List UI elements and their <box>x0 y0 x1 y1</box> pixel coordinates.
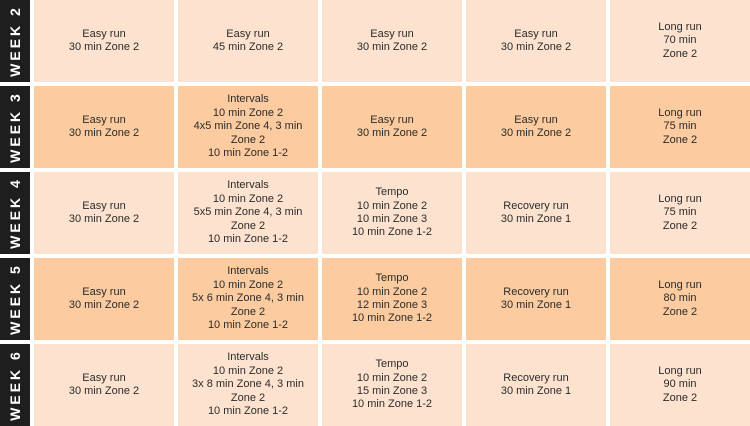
week-label-text: WEEK 4 <box>7 177 23 249</box>
workout-line: 10 min Zone 1-2 <box>351 398 433 411</box>
workout-line: Easy run <box>370 27 414 40</box>
workout-text <box>69 114 139 141</box>
workout-cell <box>178 86 318 168</box>
workout-cell <box>322 86 462 168</box>
workout-text <box>213 28 283 55</box>
workout-line: Intervals <box>227 93 269 106</box>
workout-line: 10 min Zone 1-2 <box>207 319 289 332</box>
workout-text <box>357 28 427 55</box>
workout-line: 10 min Zone 2 <box>212 192 284 205</box>
workout-text <box>501 372 571 399</box>
workout-text <box>69 28 139 55</box>
week-label-text: WEEK 5 <box>7 263 23 335</box>
week-label <box>0 344 30 426</box>
workout-cell <box>466 86 606 168</box>
workout-text <box>194 179 303 246</box>
workout-text <box>501 114 571 141</box>
workout-cell <box>34 172 174 254</box>
workout-text <box>352 272 432 326</box>
workout-cell <box>322 0 462 82</box>
workout-line: 30 min Zone 2 <box>356 41 428 53</box>
workout-line: 10 min Zone 2 <box>212 364 284 377</box>
workout-line: Zone 2 <box>662 133 698 146</box>
workout-line: Long run <box>658 192 702 205</box>
workout-line: 15 min Zone 3 <box>356 385 428 397</box>
workout-text <box>69 286 139 313</box>
workout-line: Easy run <box>370 113 414 126</box>
workout-line: 30 min Zone 2 <box>356 127 428 139</box>
workout-line: 30 min Zone 1 <box>500 213 572 225</box>
workout-line: Tempo <box>375 358 409 371</box>
workout-line: 10 min Zone 2 <box>356 285 428 298</box>
workout-line: Tempo <box>375 272 409 285</box>
week-label-text: WEEK 6 <box>7 349 23 421</box>
workout-text <box>352 186 432 240</box>
workout-cell <box>178 172 318 254</box>
workout-line: 5x5 min Zone 4, 3 min <box>193 206 303 219</box>
workout-line: 10 min Zone 2 <box>212 106 284 119</box>
workout-line: Easy run <box>82 199 126 212</box>
workout-line: 75 min <box>663 206 697 219</box>
workout-line: Easy run <box>82 27 126 40</box>
workout-line: 30 min Zone 2 <box>68 41 140 53</box>
workout-cell <box>34 86 174 168</box>
workout-line: 30 min Zone 2 <box>500 127 572 139</box>
workout-line: Easy run <box>82 285 126 298</box>
workout-line: Long run <box>658 20 702 33</box>
workout-text <box>69 200 139 227</box>
workout-text <box>357 114 427 141</box>
week-label <box>0 172 30 254</box>
workout-line: 4x5 min Zone 4, 3 min <box>193 120 303 133</box>
week-label-text: WEEK 2 <box>7 5 23 77</box>
workout-cell <box>610 258 750 340</box>
workout-line: 10 min Zone 1-2 <box>207 233 289 246</box>
workout-line: 5x 6 min Zone 4, 3 min <box>192 292 304 305</box>
workout-line: Zone 2 <box>230 391 266 404</box>
week-row <box>0 258 750 340</box>
workout-line: Intervals <box>227 265 269 278</box>
workout-line: 10 min Zone 1-2 <box>207 405 289 418</box>
workout-line: Long run <box>658 364 702 377</box>
workout-cell <box>610 172 750 254</box>
workout-line: Easy run <box>82 371 126 384</box>
workout-line: 10 min Zone 3 <box>356 213 428 225</box>
workout-line: 10 min Zone 2 <box>212 278 284 291</box>
workout-line: Long run <box>658 106 702 119</box>
workout-text <box>658 279 701 319</box>
workout-line: 90 min <box>663 378 697 391</box>
workout-text <box>194 93 303 160</box>
workout-line: 10 min Zone 1-2 <box>351 226 433 239</box>
workout-line: Zone 2 <box>230 305 266 318</box>
workout-line: Zone 2 <box>230 219 266 232</box>
week-label-text: WEEK 3 <box>7 91 23 163</box>
workout-cell <box>466 258 606 340</box>
workout-text <box>658 107 701 147</box>
workout-cell <box>178 344 318 426</box>
workout-cell <box>466 0 606 82</box>
workout-text <box>352 358 432 412</box>
workout-line: 10 min Zone 2 <box>356 371 428 384</box>
week-row <box>0 86 750 168</box>
workout-line: Easy run <box>514 27 558 40</box>
workout-cell <box>466 344 606 426</box>
workout-text <box>501 200 571 227</box>
workout-line: Recovery run <box>503 285 569 298</box>
workout-line: Zone 2 <box>662 47 698 60</box>
workout-line: Intervals <box>227 179 269 192</box>
workout-text <box>658 21 701 61</box>
workout-line: 30 min Zone 2 <box>68 385 140 397</box>
workout-line: Easy run <box>82 113 126 126</box>
workout-line: Zone 2 <box>662 219 698 232</box>
workout-line: Tempo <box>375 186 409 199</box>
workout-line: Long run <box>658 278 702 291</box>
workout-line: Intervals <box>227 351 269 364</box>
workout-cell <box>322 172 462 254</box>
workout-line: 3x 8 min Zone 4, 3 min <box>192 378 304 391</box>
workout-line: Zone 2 <box>662 391 698 404</box>
workout-line: 12 min Zone 3 <box>356 299 428 311</box>
workout-text <box>501 28 571 55</box>
workout-text <box>501 286 571 313</box>
workout-text <box>192 351 304 418</box>
workout-line: 30 min Zone 1 <box>500 299 572 311</box>
workout-line: 30 min Zone 2 <box>68 213 140 225</box>
workout-cell <box>34 258 174 340</box>
week-row <box>0 172 750 254</box>
workout-line: 80 min <box>663 292 697 305</box>
workout-text <box>69 372 139 399</box>
workout-cell <box>466 172 606 254</box>
workout-cell <box>322 258 462 340</box>
workout-line: Easy run <box>226 27 270 40</box>
workout-cell <box>322 344 462 426</box>
week-row <box>0 344 750 426</box>
workout-cell <box>178 258 318 340</box>
workout-line: Recovery run <box>503 371 569 384</box>
workout-line: 30 min Zone 2 <box>500 41 572 53</box>
workout-line: 30 min Zone 2 <box>68 299 140 311</box>
week-label <box>0 86 30 168</box>
week-row <box>0 0 750 82</box>
workout-text <box>192 265 304 332</box>
workout-cell <box>610 0 750 82</box>
workout-text <box>658 365 701 405</box>
workout-text <box>658 193 701 233</box>
week-label <box>0 258 30 340</box>
workout-line: 10 min Zone 1-2 <box>351 312 433 325</box>
week-label <box>0 0 30 82</box>
workout-line: 10 min Zone 2 <box>356 199 428 212</box>
workout-line: 70 min <box>663 34 697 47</box>
workout-line: 75 min <box>663 120 697 133</box>
workout-line: Zone 2 <box>662 305 698 318</box>
workout-line: Zone 2 <box>230 133 266 146</box>
workout-line: Easy run <box>514 113 558 126</box>
workout-line: 30 min Zone 2 <box>68 127 140 139</box>
workout-line: 30 min Zone 1 <box>500 385 572 397</box>
workout-cell <box>610 86 750 168</box>
workout-cell <box>178 0 318 82</box>
workout-line: 45 min Zone 2 <box>212 41 284 53</box>
workout-cell <box>34 0 174 82</box>
workout-cell <box>610 344 750 426</box>
workout-cell <box>34 344 174 426</box>
workout-line: Recovery run <box>503 199 569 212</box>
workout-line: 10 min Zone 1-2 <box>207 147 289 160</box>
